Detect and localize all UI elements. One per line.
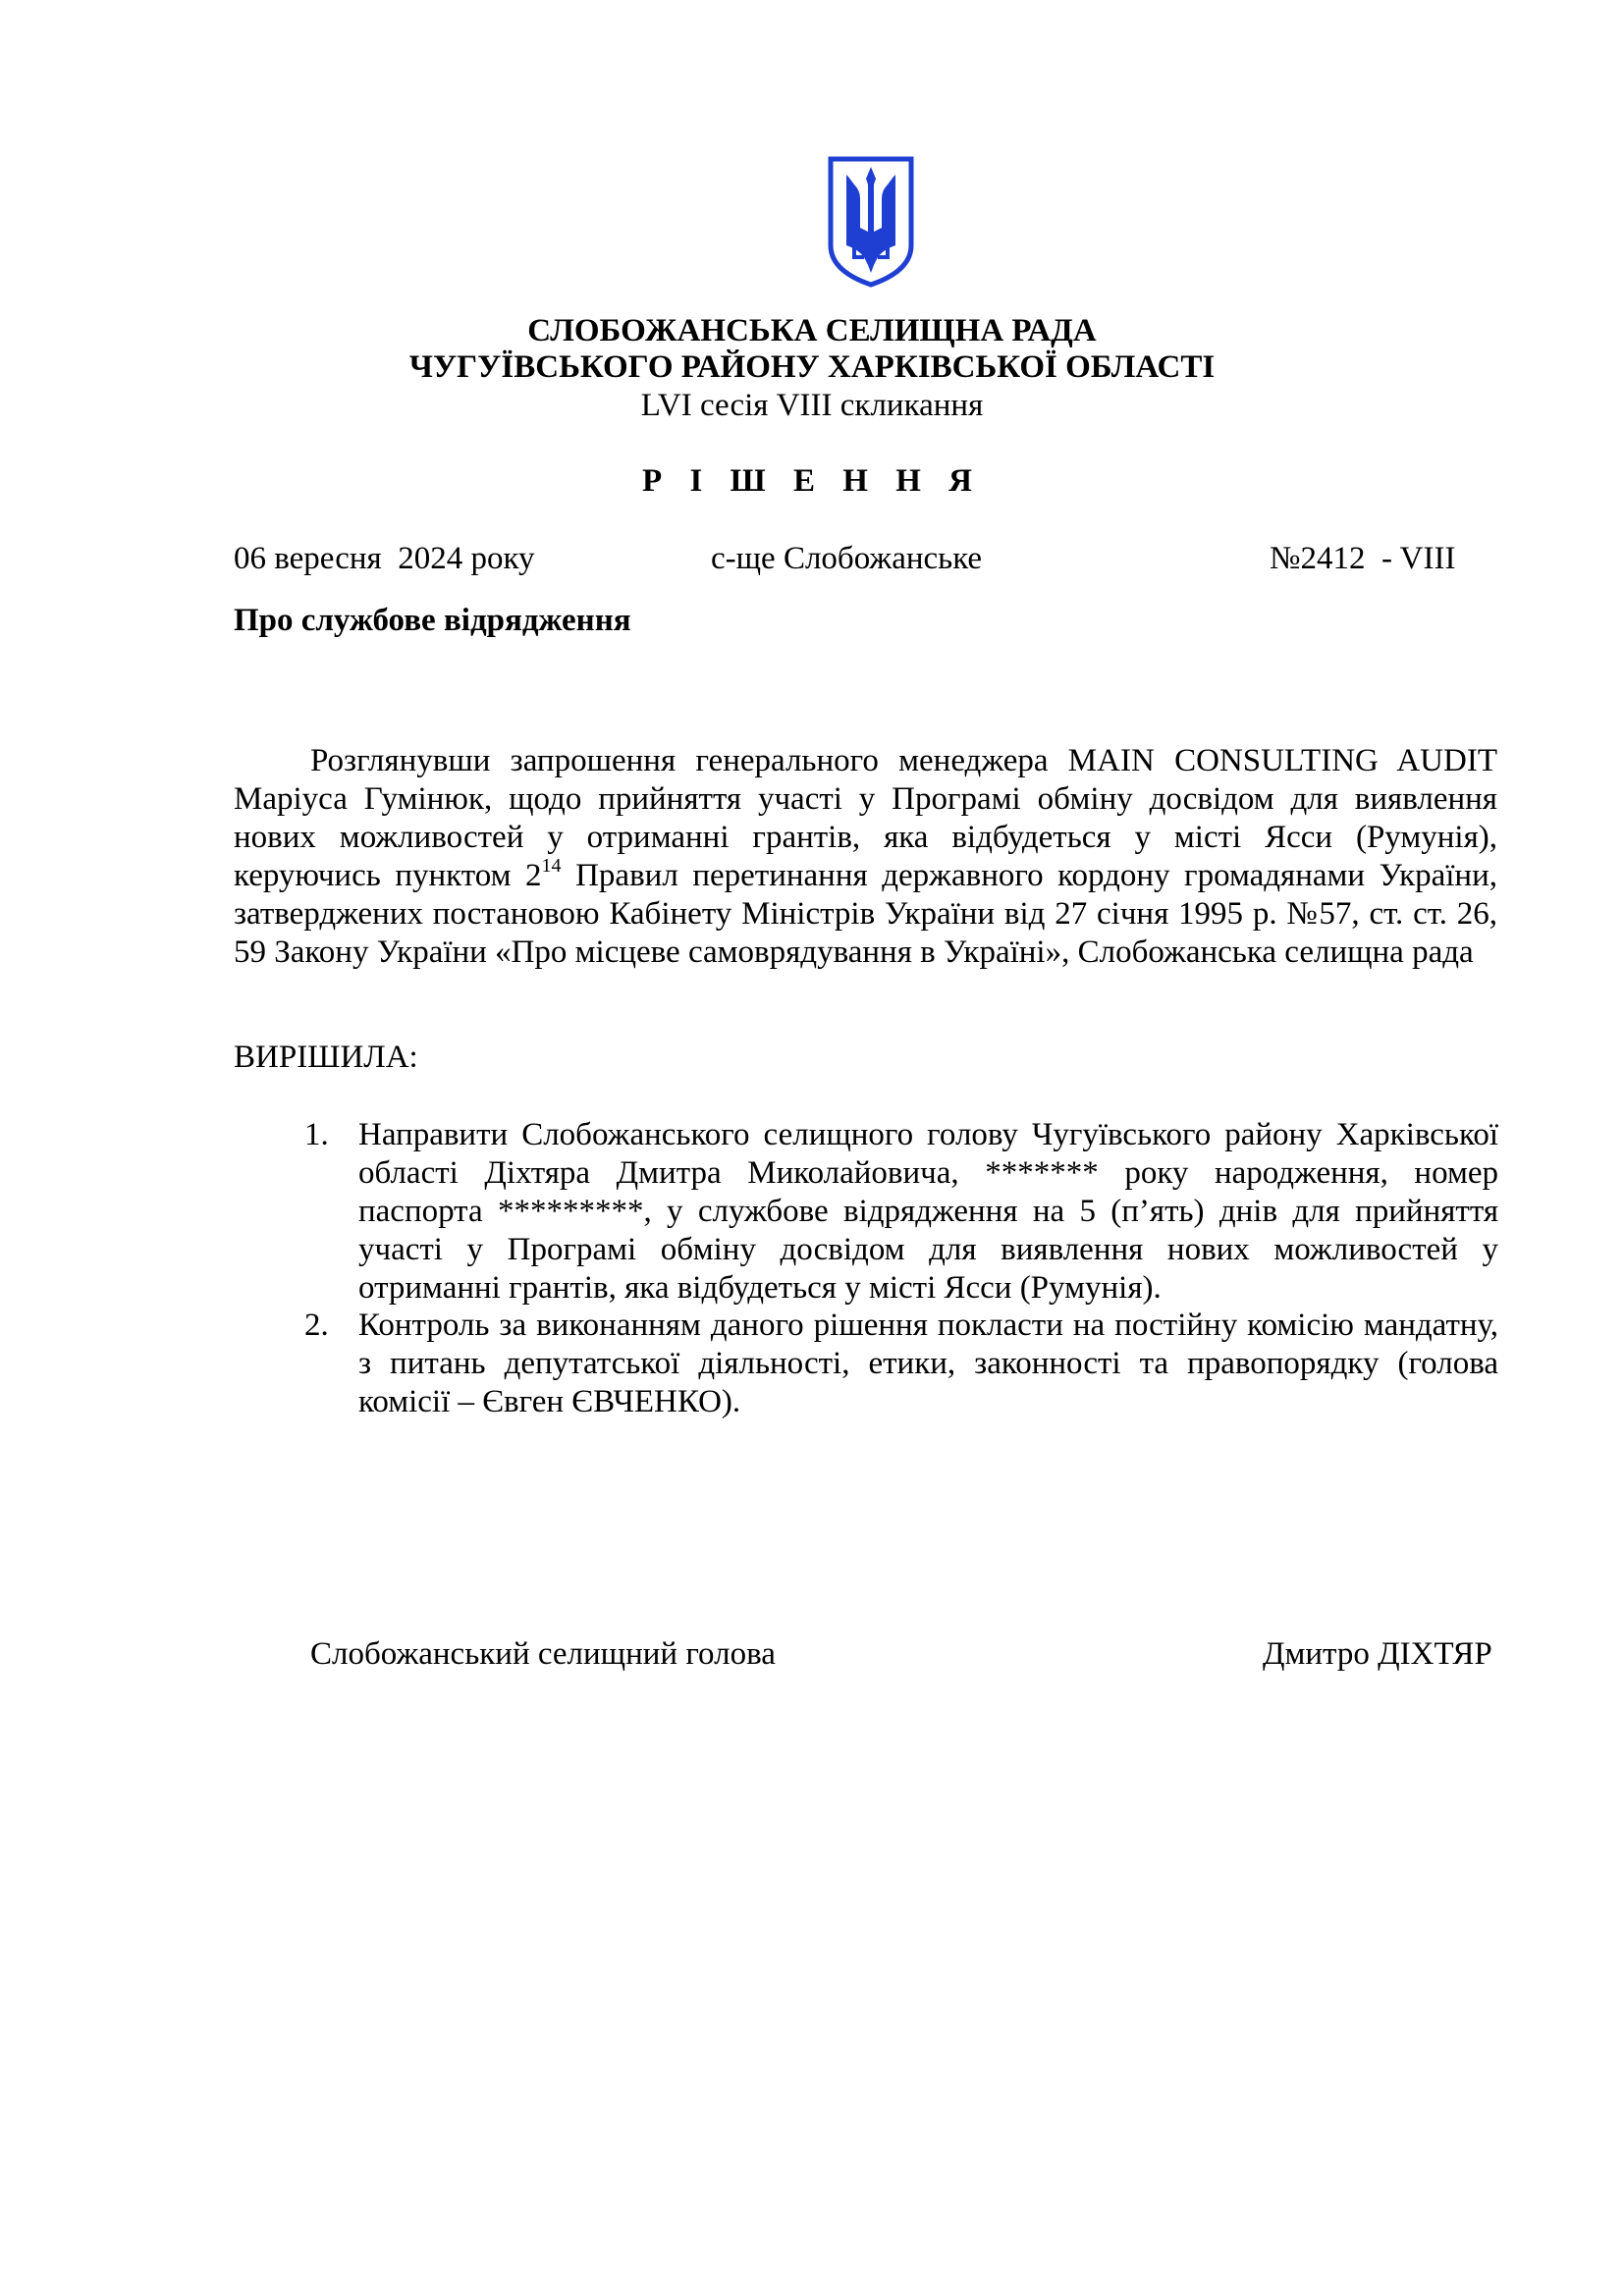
item-line: отриманні грантів, яка відбудеться у місті Ясси (Румунія). — [358, 1270, 1162, 1306]
superscript-paragraph-number: 14 — [541, 855, 562, 877]
item-number: 2. — [304, 1308, 329, 1343]
signatory-name: Дмитро ДІХТЯР — [1263, 1636, 1492, 1672]
item-line: комісії – Євген ЄВЧЕНКО). — [358, 1384, 741, 1419]
item-line: Направити Слобожанського селищного голову Чугуївського району Харківської — [358, 1117, 1498, 1152]
resolved-heading: ВИРІШИЛА: — [234, 1040, 418, 1075]
preamble-line: 59 Закону України «Про місцеве самоврядування в Україні», Слобожанська селищна рада — [234, 934, 1474, 970]
item-text — [358, 1116, 1498, 1308]
council-name: СЛОБОЖАНСЬКА СЕЛИЩНА РАДА — [527, 313, 1097, 348]
preamble-line: Розглянувши запрошення генерального менеджера MAIN CONSULTING AUDIT — [310, 743, 1497, 778]
preamble-line: Маріуса Гумінюк, щодо прийняття участі у Програмі обміну досвідом для виявлення — [234, 781, 1497, 817]
preamble-line: затверджених постановою Кабінету Міністрів України від 27 січня 1995 р. №57, ст. ст. 26, — [234, 896, 1497, 932]
preamble-paragraph — [234, 742, 1497, 972]
preamble-line-part: керуючись пунктом 2 — [234, 858, 542, 893]
item-number: 1. — [304, 1117, 329, 1152]
preamble-line-with-superscript — [234, 857, 1497, 895]
district-name: ЧУГУЇВСЬКОГО РАЙОНУ ХАРКІВСЬКОЇ ОБЛАСТІ — [408, 349, 1216, 385]
decision-title: Р І Ш Е Н Н Я — [642, 463, 982, 499]
signatory-title: Слобожанський селищний голова — [310, 1636, 776, 1672]
decision-subject: Про службове відрядження — [234, 603, 631, 638]
item-line: паспорта *********, у службове відрядження на 5 (п’ять) днів для прийняття — [358, 1194, 1498, 1229]
item-line: Контроль за виконанням даного рішення покласти на постійну комісію мандатну, — [358, 1308, 1498, 1343]
item-line: з питань депутатської діяльності, етики, законності та правопорядку (голова — [358, 1346, 1498, 1381]
decision-place: с-ще Слобожанське — [711, 541, 983, 576]
preamble-line: нових можливостей у отриманні грантів, яка відбудеться у місті Ясси (Румунія), — [234, 820, 1497, 855]
decision-number: №2412 - VIII — [1270, 541, 1456, 576]
session-name: LVI сесія VIII скликання — [640, 388, 984, 423]
item-line: області Діхтяра Дмитра Миколайовича, ******* року народження, номер — [358, 1155, 1498, 1191]
preamble-line-part: Правил перетинання державного кордону громадянами України, — [561, 858, 1498, 893]
item-line: участі у Програмі обміну досвідом для виявлення нових можливостей у — [358, 1232, 1498, 1267]
item-text — [358, 1307, 1498, 1421]
trident-coat-of-arms-icon — [825, 155, 917, 289]
decision-date: 06 вересня 2024 року — [234, 541, 535, 576]
